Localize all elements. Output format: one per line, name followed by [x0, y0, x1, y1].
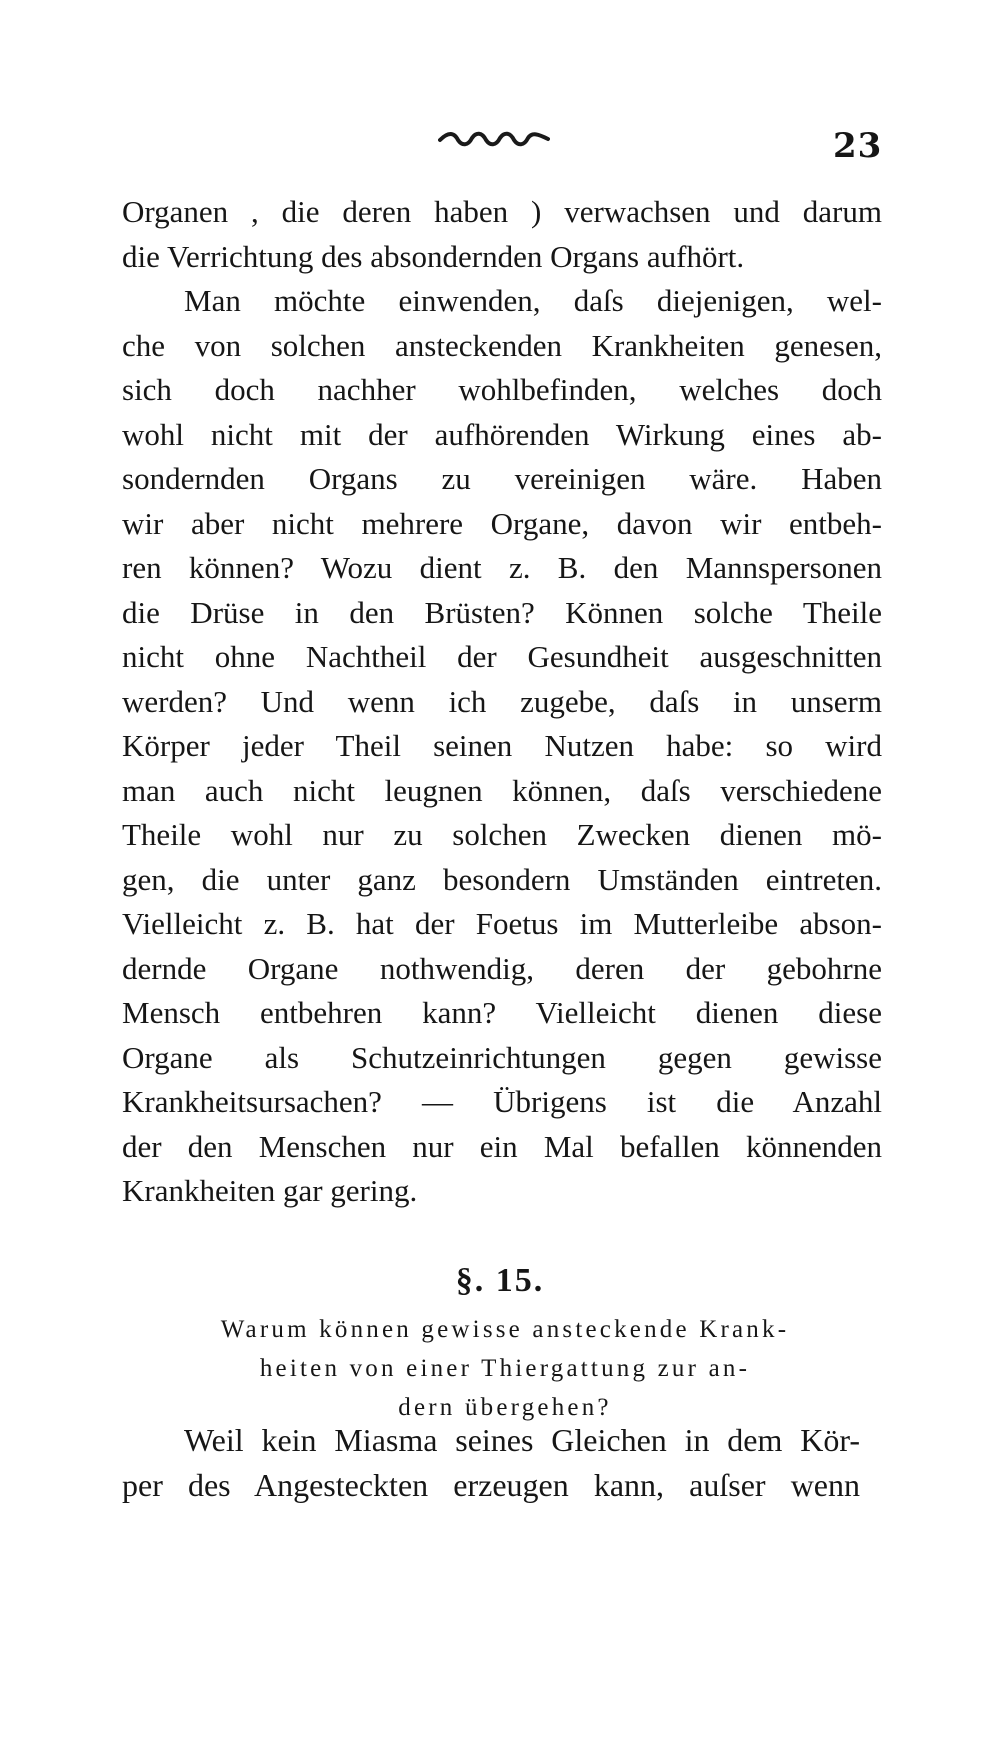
- text-line: man auch nicht leugnen können, daſs verschiedene: [122, 772, 882, 808]
- text-line: der den Menschen nur ein Mal befallen könnenden: [122, 1128, 882, 1164]
- text-line: ren können? Wozu dient z. B. den Mannspersonen: [122, 550, 882, 585]
- text-line: per des Angesteckten erzeugen kann, auſser wenn: [122, 1466, 860, 1503]
- heading-line: dern übergehen?: [398, 1394, 612, 1421]
- text-line: sich doch nachher wohlbefinden, welches doch: [122, 372, 882, 407]
- section-heading: [125, 1310, 885, 1427]
- text-line: sondernden Organs zu vereinigen wäre. Haben: [122, 461, 882, 496]
- text-line: che von solchen ansteckenden Krankheiten genesen,: [122, 327, 882, 363]
- text-line: wohl nicht mit der aufhörenden Wirkung eines ab-: [122, 416, 882, 452]
- text-line: Krankheitsursachen? — Übrigens ist die Anzahl: [122, 1084, 882, 1119]
- heading-line: Warum können gewisse ansteckende Krank-: [220, 1316, 790, 1343]
- text-line: Mensch entbehren kann? Vielleicht dienen diese: [122, 995, 882, 1030]
- text-line: nicht ohne Nachtheil der Gesundheit ausgeschnitten: [122, 639, 882, 674]
- text-line: werden? Und wenn ich zugebe, daſs in unserm: [122, 683, 882, 719]
- text-line: Weil kein Miasma seines Gleichen in dem Kör-: [184, 1422, 860, 1458]
- body-text: [122, 190, 882, 1214]
- text-line: Krankheiten gar gering.: [122, 1173, 418, 1208]
- text-line: gen, die unter ganz besondern Umständen eintreten.: [122, 861, 882, 897]
- text-line: Organe als Schutzeinrichtungen gegen gewisse: [122, 1039, 882, 1075]
- text-line: dernde Organe nothwendig, deren der gebohrne: [122, 950, 882, 986]
- text-line: Theile wohl nur zu solchen Zwecken dienen mö-: [122, 817, 882, 852]
- text-line: wir aber nicht mehrere Organe, davon wir entbeh-: [122, 505, 882, 541]
- text-line: die Drüse in den Brüsten? Können solche Theile: [122, 594, 882, 630]
- text-line: Vielleicht z. B. hat der Foetus im Mutterleibe abson-: [122, 906, 882, 941]
- section-body-text: [122, 1418, 860, 1507]
- text-line: die Verrichtung des absondernden Organs aufhört.: [122, 238, 745, 274]
- rope-ornament: [438, 128, 550, 150]
- text-line: Man möchte einwenden, daſs diejenigen, wel-: [184, 283, 882, 318]
- section-number: §. 15.: [455, 1262, 545, 1299]
- heading-line: heiten von einer Thiergattung zur an-: [259, 1355, 751, 1382]
- text-line: Körper jeder Theil seinen Nutzen habe: so wird: [122, 728, 882, 763]
- text-line: Organen , die deren haben ) verwachsen und darum: [122, 194, 882, 229]
- page-number: 23: [833, 126, 883, 166]
